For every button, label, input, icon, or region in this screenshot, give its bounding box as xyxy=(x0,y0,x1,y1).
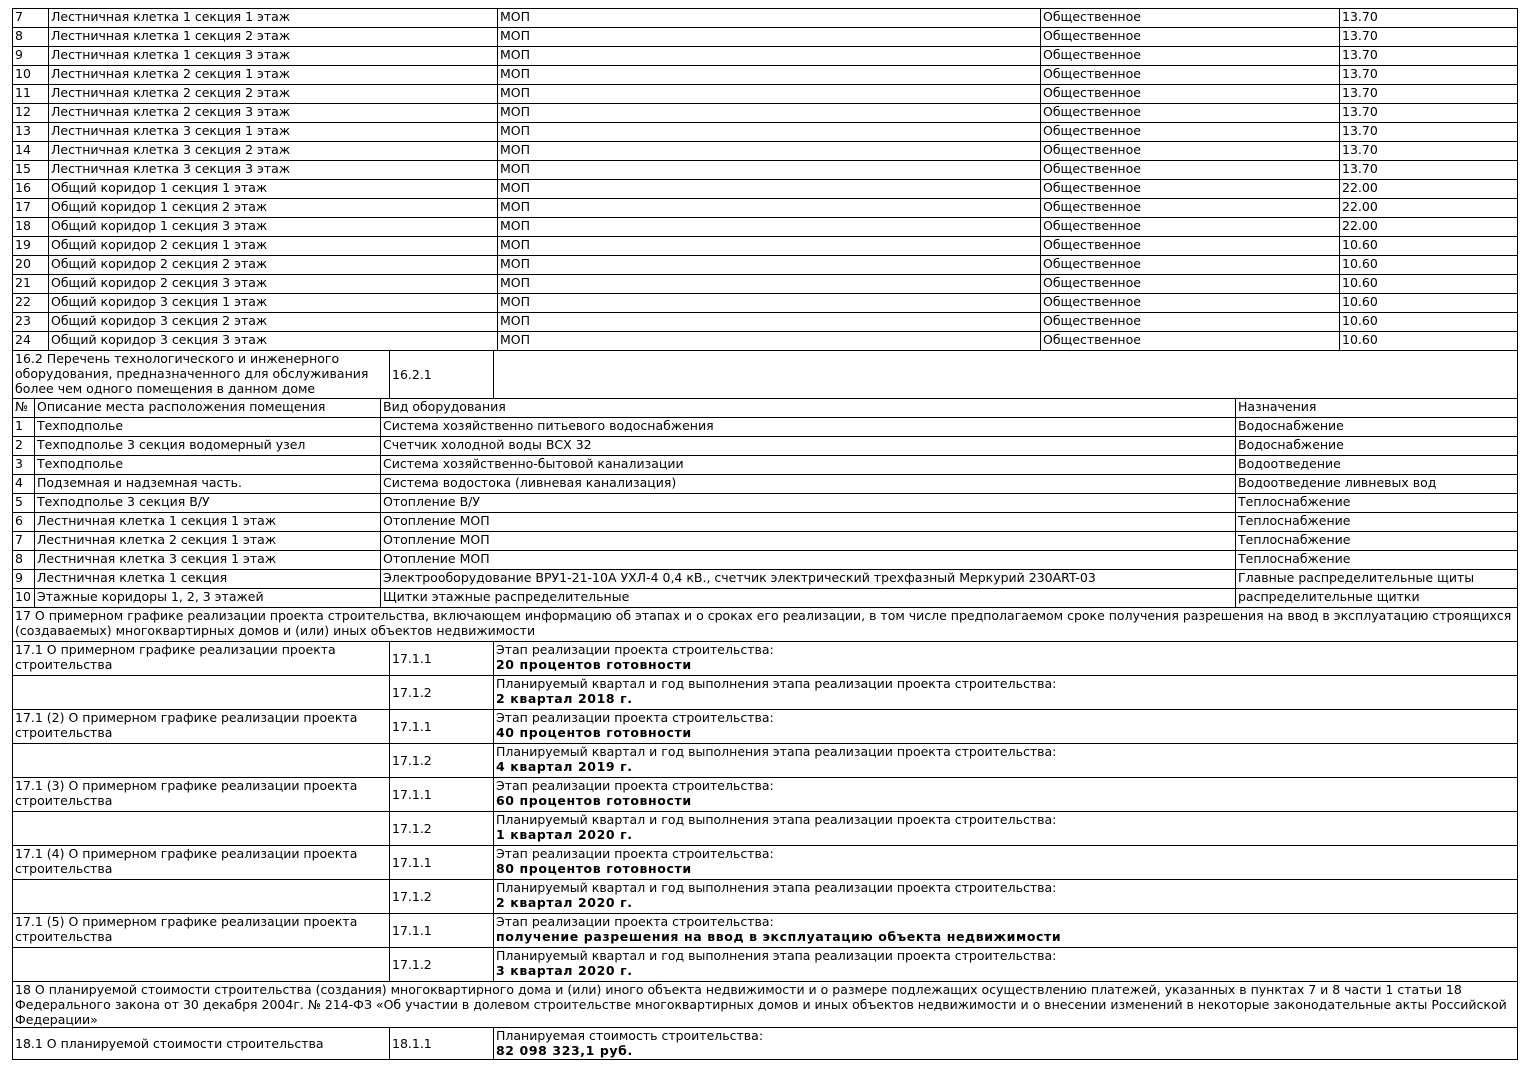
stage-cell xyxy=(494,846,1518,880)
room-type: МОП xyxy=(498,47,1041,66)
room-area: 10.60 xyxy=(1340,332,1518,351)
room-area: 13.70 xyxy=(1340,47,1518,66)
quarter-label: Планируемый квартал и год выполнения этапа реализации проекта строительства: xyxy=(496,812,1057,827)
room-number: 17 xyxy=(13,199,49,218)
schedule-title: 17.1 О примерном графике реализации проекта строительства xyxy=(13,642,390,676)
quarter-code: 17.1.2 xyxy=(390,744,494,778)
schedule-title-empty xyxy=(13,948,390,982)
table-row xyxy=(13,161,1518,180)
room-purpose: Общественное xyxy=(1041,142,1340,161)
room-number: 16 xyxy=(13,180,49,199)
section-18-1-code: 18.1.1 xyxy=(390,1028,494,1060)
equipment-kind: Электрооборудование ВРУ1-21-10А УХЛ-4 0,4 кВ., счетчик электрический трехфазный Меркурий 230ART-03 xyxy=(381,570,1236,589)
room-type: МОП xyxy=(498,161,1041,180)
table-row xyxy=(13,589,1518,608)
table-row xyxy=(13,551,1518,570)
table-row xyxy=(13,456,1518,475)
equipment-place: Техподполье 3 секция водомерный узел xyxy=(35,437,381,456)
stage-cell xyxy=(494,914,1518,948)
table-row xyxy=(13,104,1518,123)
table-row xyxy=(13,123,1518,142)
equipment-purpose: Теплоснабжение xyxy=(1236,494,1518,513)
equipment-kind: Отопление МОП xyxy=(381,513,1236,532)
equipment-purpose: Водоснабжение xyxy=(1236,418,1518,437)
room-area: 10.60 xyxy=(1340,313,1518,332)
table-row xyxy=(13,142,1518,161)
equipment-purpose: Водоотведение ливневых вод xyxy=(1236,475,1518,494)
room-type: МОП xyxy=(498,218,1041,237)
schedule-quarter-row xyxy=(13,812,1518,846)
quarter-label: Планируемый квартал и год выполнения этапа реализации проекта строительства: xyxy=(496,676,1057,691)
room-number: 21 xyxy=(13,275,49,294)
schedule-title-empty xyxy=(13,880,390,914)
room-number: 15 xyxy=(13,161,49,180)
quarter-cell xyxy=(494,948,1518,982)
table-row xyxy=(13,180,1518,199)
equipment-kind: Счетчик холодной воды ВСХ 32 xyxy=(381,437,1236,456)
equipment-number: 2 xyxy=(13,437,35,456)
room-purpose: Общественное xyxy=(1041,332,1340,351)
quarter-cell xyxy=(494,676,1518,710)
equipment-place: Этажные коридоры 1, 2, 3 этажей xyxy=(35,589,381,608)
equipment-purpose: Теплоснабжение xyxy=(1236,532,1518,551)
equipment-place: Подземная и надземная часть. xyxy=(35,475,381,494)
room-number: 18 xyxy=(13,218,49,237)
table-row xyxy=(13,85,1518,104)
quarter-value: 2 квартал 2018 г. xyxy=(496,691,633,706)
stage-code: 17.1.1 xyxy=(390,710,494,744)
equipment-table xyxy=(12,398,1518,608)
room-purpose: Общественное xyxy=(1041,123,1340,142)
room-name: Лестничная клетка 2 секция 1 этаж xyxy=(49,66,498,85)
room-purpose: Общественное xyxy=(1041,9,1340,28)
room-type: МОП xyxy=(498,294,1041,313)
section-16-2-value xyxy=(494,351,1518,399)
section-16-2-table xyxy=(12,350,1518,399)
stage-label: Этап реализации проекта строительства: xyxy=(496,846,774,861)
stage-code: 17.1.1 xyxy=(390,846,494,880)
table-row xyxy=(13,313,1518,332)
room-name: Лестничная клетка 1 секция 1 этаж xyxy=(49,9,498,28)
room-area: 13.70 xyxy=(1340,161,1518,180)
equipment-number: 1 xyxy=(13,418,35,437)
room-type: МОП xyxy=(498,237,1041,256)
schedule-quarter-row xyxy=(13,880,1518,914)
stage-label: Этап реализации проекта строительства: xyxy=(496,914,774,929)
equipment-place: Техподполье 3 секция В/У xyxy=(35,494,381,513)
equipment-number: 3 xyxy=(13,456,35,475)
section-18-1-title: 18.1 О планируемой стоимости строительства xyxy=(13,1028,390,1060)
room-type: МОП xyxy=(498,66,1041,85)
equipment-number: 7 xyxy=(13,532,35,551)
table-row xyxy=(13,275,1518,294)
room-type: МОП xyxy=(498,123,1041,142)
section-16-2-title: 16.2 Перечень технологического и инженерного оборудования, предназначенного для обслуживания более чем одного помещения в данном доме xyxy=(13,351,390,399)
room-type: МОП xyxy=(498,85,1041,104)
schedule-stage-row xyxy=(13,778,1518,812)
room-name: Лестничная клетка 3 секция 3 этаж xyxy=(49,161,498,180)
room-type: МОП xyxy=(498,28,1041,47)
room-name: Общий коридор 2 секция 3 этаж xyxy=(49,275,498,294)
equipment-kind: Щитки этажные распределительные xyxy=(381,589,1236,608)
room-area: 10.60 xyxy=(1340,294,1518,313)
schedule-title-empty xyxy=(13,676,390,710)
table-row xyxy=(13,294,1518,313)
stage-cell xyxy=(494,778,1518,812)
schedule-title: 17.1 (2) О примерном графике реализации проекта строительства xyxy=(13,710,390,744)
room-purpose: Общественное xyxy=(1041,104,1340,123)
schedule-stage-row xyxy=(13,914,1518,948)
room-purpose: Общественное xyxy=(1041,161,1340,180)
quarter-code: 17.1.2 xyxy=(390,948,494,982)
room-area: 10.60 xyxy=(1340,256,1518,275)
table-row xyxy=(13,66,1518,85)
stage-label: Этап реализации проекта строительства: xyxy=(496,710,774,725)
room-number: 24 xyxy=(13,332,49,351)
schedule-title: 17.1 (5) О примерном графике реализации проекта строительства xyxy=(13,914,390,948)
room-area: 13.70 xyxy=(1340,142,1518,161)
room-area: 13.70 xyxy=(1340,104,1518,123)
table-row xyxy=(13,9,1518,28)
common-areas-table xyxy=(12,8,1518,351)
section-18-header: 18 О планируемой стоимости строительства (создания) многоквартирного дома и (или) иного объекта недвижимости и о размере подлежащих осуществлению платежей, указанных в пунктах 7 и 8 части 1 статьи 18 Федерального закона от 30 декабря 2004г. № 214-ФЗ «Об участии в долевом строительстве многоквартирных домов и иных объектов недвижимости и о внесении изменений в некоторые законодательные акты Российской Федерации» xyxy=(13,982,1518,1028)
equipment-kind: Отопление В/У xyxy=(381,494,1236,513)
schedule-stage-row xyxy=(13,710,1518,744)
equipment-header-purpose: Назначения xyxy=(1236,399,1518,418)
schedule-stage-row xyxy=(13,642,1518,676)
equipment-kind: Система водостока (ливневая канализация) xyxy=(381,475,1236,494)
quarter-code: 17.1.2 xyxy=(390,880,494,914)
equipment-header-n: № xyxy=(13,399,35,418)
table-row xyxy=(13,494,1518,513)
room-number: 9 xyxy=(13,47,49,66)
room-number: 23 xyxy=(13,313,49,332)
equipment-kind: Система хозяйственно-бытовой канализации xyxy=(381,456,1236,475)
schedule-title-empty xyxy=(13,744,390,778)
table-row xyxy=(13,532,1518,551)
equipment-place: Техподполье xyxy=(35,456,381,475)
schedule-quarter-row xyxy=(13,948,1518,982)
room-type: МОП xyxy=(498,256,1041,275)
room-number: 19 xyxy=(13,237,49,256)
stage-label: Этап реализации проекта строительства: xyxy=(496,642,774,657)
stage-code: 17.1.1 xyxy=(390,642,494,676)
schedule-title: 17.1 (3) О примерном графике реализации проекта строительства xyxy=(13,778,390,812)
room-purpose: Общественное xyxy=(1041,313,1340,332)
equipment-place: Лестничная клетка 1 секция xyxy=(35,570,381,589)
table-row xyxy=(13,218,1518,237)
section-17-header: 17 О примерном графике реализации проекта строительства, включающем информацию об этапах и о сроках его реализации, в том числе предполагаемом сроке получения разрешения на ввод в эксплуатацию строящихся (создаваемых) многоквартирных домов и (или) иных объектов недвижимости xyxy=(13,608,1518,642)
equipment-purpose: Главные распределительные щиты xyxy=(1236,570,1518,589)
stage-value: 60 процентов готовности xyxy=(496,793,692,808)
equipment-number: 9 xyxy=(13,570,35,589)
equipment-number: 5 xyxy=(13,494,35,513)
room-number: 12 xyxy=(13,104,49,123)
stage-label: Этап реализации проекта строительства: xyxy=(496,778,774,793)
stage-value: получение разрешения на ввод в эксплуатацию объекта недвижимости xyxy=(496,929,1062,944)
room-name: Общий коридор 2 секция 2 этаж xyxy=(49,256,498,275)
equipment-purpose: Водоотведение xyxy=(1236,456,1518,475)
room-name: Лестничная клетка 3 секция 1 этаж xyxy=(49,123,498,142)
section-17-table xyxy=(12,607,1518,982)
room-purpose: Общественное xyxy=(1041,275,1340,294)
room-name: Общий коридор 3 секция 1 этаж xyxy=(49,294,498,313)
equipment-header-place: Описание места расположения помещения xyxy=(35,399,381,418)
quarter-value: 2 квартал 2020 г. xyxy=(496,895,633,910)
room-type: МОП xyxy=(498,199,1041,218)
room-type: МОП xyxy=(498,313,1041,332)
room-name: Лестничная клетка 2 секция 3 этаж xyxy=(49,104,498,123)
equipment-place: Лестничная клетка 2 секция 1 этаж xyxy=(35,532,381,551)
equipment-kind: Система хозяйственно питьевого водоснабжения xyxy=(381,418,1236,437)
room-purpose: Общественное xyxy=(1041,85,1340,104)
quarter-label: Планируемый квартал и год выполнения этапа реализации проекта строительства: xyxy=(496,744,1057,759)
room-name: Лестничная клетка 1 секция 3 этаж xyxy=(49,47,498,66)
equipment-number: 4 xyxy=(13,475,35,494)
equipment-number: 10 xyxy=(13,589,35,608)
section-18-1-cell xyxy=(494,1028,1518,1060)
room-purpose: Общественное xyxy=(1041,66,1340,85)
room-name: Общий коридор 3 секция 2 этаж xyxy=(49,313,498,332)
stage-cell xyxy=(494,642,1518,676)
equipment-number: 6 xyxy=(13,513,35,532)
table-row xyxy=(13,47,1518,66)
room-area: 13.70 xyxy=(1340,66,1518,85)
stage-value: 40 процентов готовности xyxy=(496,725,692,740)
room-area: 13.70 xyxy=(1340,9,1518,28)
room-name: Общий коридор 1 секция 3 этаж xyxy=(49,218,498,237)
equipment-number: 8 xyxy=(13,551,35,570)
table-row xyxy=(13,199,1518,218)
quarter-value: 3 квартал 2020 г. xyxy=(496,963,633,978)
quarter-code: 17.1.2 xyxy=(390,812,494,846)
room-purpose: Общественное xyxy=(1041,47,1340,66)
room-number: 11 xyxy=(13,85,49,104)
room-type: МОП xyxy=(498,180,1041,199)
document xyxy=(12,9,1517,1060)
quarter-cell xyxy=(494,880,1518,914)
equipment-place: Лестничная клетка 1 секция 1 этаж xyxy=(35,513,381,532)
quarter-value: 1 квартал 2020 г. xyxy=(496,827,633,842)
table-row xyxy=(13,513,1518,532)
stage-code: 17.1.1 xyxy=(390,778,494,812)
room-purpose: Общественное xyxy=(1041,256,1340,275)
stage-code: 17.1.1 xyxy=(390,914,494,948)
room-area: 10.60 xyxy=(1340,237,1518,256)
room-purpose: Общественное xyxy=(1041,28,1340,47)
quarter-label: Планируемый квартал и год выполнения этапа реализации проекта строительства: xyxy=(496,948,1057,963)
room-area: 13.70 xyxy=(1340,85,1518,104)
room-type: МОП xyxy=(498,332,1041,351)
room-area: 22.00 xyxy=(1340,199,1518,218)
room-number: 7 xyxy=(13,9,49,28)
room-area: 13.70 xyxy=(1340,123,1518,142)
equipment-kind: Отопление МОП xyxy=(381,532,1236,551)
equipment-header-kind: Вид оборудования xyxy=(381,399,1236,418)
room-number: 20 xyxy=(13,256,49,275)
table-row xyxy=(13,332,1518,351)
schedule-title: 17.1 (4) О примерном графике реализации проекта строительства xyxy=(13,846,390,880)
table-row xyxy=(13,256,1518,275)
quarter-cell xyxy=(494,812,1518,846)
room-purpose: Общественное xyxy=(1041,237,1340,256)
stage-cell xyxy=(494,710,1518,744)
room-type: МОП xyxy=(498,104,1041,123)
table-row xyxy=(13,475,1518,494)
room-type: МОП xyxy=(498,9,1041,28)
room-name: Лестничная клетка 1 секция 2 этаж xyxy=(49,28,498,47)
planned-cost-value: 82 098 323,1 руб. xyxy=(496,1043,633,1058)
table-row xyxy=(13,570,1518,589)
equipment-purpose: Теплоснабжение xyxy=(1236,551,1518,570)
table-row xyxy=(13,237,1518,256)
equipment-place: Техподполье xyxy=(35,418,381,437)
planned-cost-label: Планируемая стоимость строительства: xyxy=(496,1028,764,1043)
room-area: 13.70 xyxy=(1340,28,1518,47)
room-area: 22.00 xyxy=(1340,180,1518,199)
room-name: Общий коридор 1 секция 1 этаж xyxy=(49,180,498,199)
room-number: 13 xyxy=(13,123,49,142)
quarter-value: 4 квартал 2019 г. xyxy=(496,759,633,774)
section-18-table xyxy=(12,981,1518,1060)
room-area: 10.60 xyxy=(1340,275,1518,294)
room-name: Общий коридор 2 секция 1 этаж xyxy=(49,237,498,256)
room-purpose: Общественное xyxy=(1041,180,1340,199)
room-purpose: Общественное xyxy=(1041,199,1340,218)
equipment-purpose: Теплоснабжение xyxy=(1236,513,1518,532)
stage-value: 80 процентов готовности xyxy=(496,861,692,876)
table-row xyxy=(13,437,1518,456)
room-number: 14 xyxy=(13,142,49,161)
equipment-place: Лестничная клетка 3 секция 1 этаж xyxy=(35,551,381,570)
room-area: 22.00 xyxy=(1340,218,1518,237)
room-number: 22 xyxy=(13,294,49,313)
room-purpose: Общественное xyxy=(1041,294,1340,313)
schedule-quarter-row xyxy=(13,744,1518,778)
schedule-stage-row xyxy=(13,846,1518,880)
table-row xyxy=(13,28,1518,47)
equipment-kind: Отопление МОП xyxy=(381,551,1236,570)
quarter-label: Планируемый квартал и год выполнения этапа реализации проекта строительства: xyxy=(496,880,1057,895)
schedule-quarter-row xyxy=(13,676,1518,710)
room-type: МОП xyxy=(498,275,1041,294)
equipment-purpose: распределительные щитки xyxy=(1236,589,1518,608)
room-number: 10 xyxy=(13,66,49,85)
room-purpose: Общественное xyxy=(1041,218,1340,237)
schedule-title-empty xyxy=(13,812,390,846)
room-number: 8 xyxy=(13,28,49,47)
room-name: Лестничная клетка 3 секция 2 этаж xyxy=(49,142,498,161)
equipment-purpose: Водоснабжение xyxy=(1236,437,1518,456)
room-name: Общий коридор 3 секция 3 этаж xyxy=(49,332,498,351)
room-name: Общий коридор 1 секция 2 этаж xyxy=(49,199,498,218)
quarter-cell xyxy=(494,744,1518,778)
table-row xyxy=(13,418,1518,437)
section-16-2-code: 16.2.1 xyxy=(390,351,494,399)
room-type: МОП xyxy=(498,142,1041,161)
quarter-code: 17.1.2 xyxy=(390,676,494,710)
room-name: Лестничная клетка 2 секция 2 этаж xyxy=(49,85,498,104)
stage-value: 20 процентов готовности xyxy=(496,657,692,672)
